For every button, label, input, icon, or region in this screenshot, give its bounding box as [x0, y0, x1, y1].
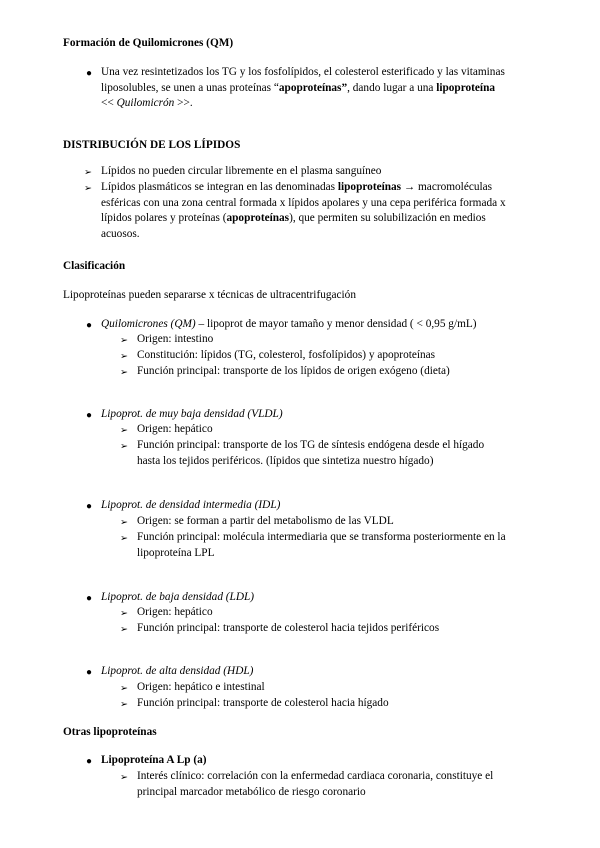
- lipo-ldl-title: Lipoprot. de baja densidad (LDL): [101, 591, 255, 603]
- arrow-bullet-icon: ➢: [84, 167, 92, 178]
- arrow-bullet-icon: ➢: [120, 351, 128, 362]
- bullet-dot-icon: ●: [85, 320, 93, 331]
- arrow-bullet-icon: ➢: [120, 683, 128, 694]
- arrow-bullet-icon: ➢: [120, 517, 128, 528]
- lipo-qm-funcion: Función principal: transporte de los lípidos de origen exógeno (dieta): [137, 365, 450, 377]
- bullet-dot-icon: ●: [85, 756, 93, 767]
- lipo-idl-origen: Origen: se forman a partir del metabolismo de las VLDL: [137, 515, 394, 527]
- lipo-hdl-title: Lipoprot. de alta densidad (HDL): [101, 665, 254, 677]
- lipo-vldl-origen: Origen: hepático: [137, 423, 213, 435]
- lipo-a-interes: Interés clínico: correlación con la enfermedad cardiaca coronaria, constituye el principal marcador metabólico de riesgo coronario: [137, 770, 494, 798]
- lipo-ldl-origen: Origen: hepático: [137, 606, 213, 618]
- lipo-hdl-origen: Origen: hepático e intestinal: [137, 681, 265, 693]
- bullet-dot-icon: ●: [85, 667, 93, 678]
- heading-distribucion: DISTRIBUCIÓN DE LOS LÍPIDOS: [63, 139, 241, 151]
- bullet-dot-icon: ●: [85, 410, 93, 421]
- heading-clasificacion: Clasificación: [63, 260, 126, 272]
- arrow-bullet-icon: ➢: [120, 772, 128, 783]
- lipo-idl-funcion: Función principal: molécula intermediaria que se transforma posteriormente en la lipoproteína LPL: [137, 531, 506, 559]
- distribucion-item-2: Lípidos plasmáticos se integran en las denominadas lipoproteínas → macromoléculas esféricas con una zona central formada x lípidos apolares y una cepa periférica formada x lípidos polares y proteínas (apoproteínas), que permiten su solubilización en medios acuosos.: [101, 181, 506, 240]
- lipo-qm-origen: Origen: intestino: [137, 333, 214, 345]
- lipo-vldl-funcion: Función principal: transporte de los TG de síntesis endógena desde el hígado hasta los tejidos periféricos. (lípidos que sintetiza nuestro hígado): [137, 439, 485, 467]
- clasificacion-intro: Lipoproteínas pueden separarse x técnicas de ultracentrifugación: [63, 289, 356, 301]
- paragraph-formacion: Una vez resintetizados los TG y los fosfolípidos, el colesterol esterificado y las vitaminas liposolubles, se unen a unas proteínas “apoproteínas”, dando lugar a una lipoproteína << Quilomicrón >>.: [101, 66, 505, 109]
- arrow-bullet-icon: ➢: [120, 699, 128, 710]
- arrow-bullet-icon: ➢: [120, 335, 128, 346]
- bullet-dot-icon: ●: [85, 501, 93, 512]
- heading-formacion: Formación de Quilomicrones (QM): [63, 37, 234, 49]
- arrow-bullet-icon: ➢: [120, 425, 128, 436]
- bullet-dot-icon: ●: [85, 593, 93, 604]
- lipo-hdl-funcion: Función principal: transporte de colesterol hacia hígado: [137, 697, 389, 709]
- lipo-vldl-title: Lipoprot. de muy baja densidad (VLDL): [101, 408, 283, 420]
- bullet-dot-icon: ●: [85, 68, 93, 79]
- distribucion-item-1: Lípidos no pueden circular libremente en el plasma sanguíneo: [101, 165, 382, 177]
- lipo-qm-constitucion: Constitución: lípidos (TG, colesterol, fosfolípidos) y apoproteínas: [137, 349, 436, 361]
- arrow-bullet-icon: ➢: [120, 533, 128, 544]
- lipo-qm-title: Quilomicrones (QM) – lipoprot de mayor tamaño y menor densidad ( < 0,95 g/mL): [101, 318, 477, 330]
- arrow-bullet-icon: ➢: [120, 441, 128, 452]
- arrow-bullet-icon: ➢: [84, 183, 92, 194]
- arrow-bullet-icon: ➢: [120, 624, 128, 635]
- arrow-bullet-icon: ➢: [120, 608, 128, 619]
- lipo-a-title: Lipoproteína A Lp (a): [101, 754, 207, 766]
- heading-otras: Otras lipoproteínas: [63, 726, 157, 738]
- arrow-bullet-icon: ➢: [120, 367, 128, 378]
- lipo-idl-title: Lipoprot. de densidad intermedia (IDL): [101, 499, 281, 511]
- lipo-ldl-funcion: Función principal: transporte de colesterol hacia tejidos periféricos: [137, 622, 440, 634]
